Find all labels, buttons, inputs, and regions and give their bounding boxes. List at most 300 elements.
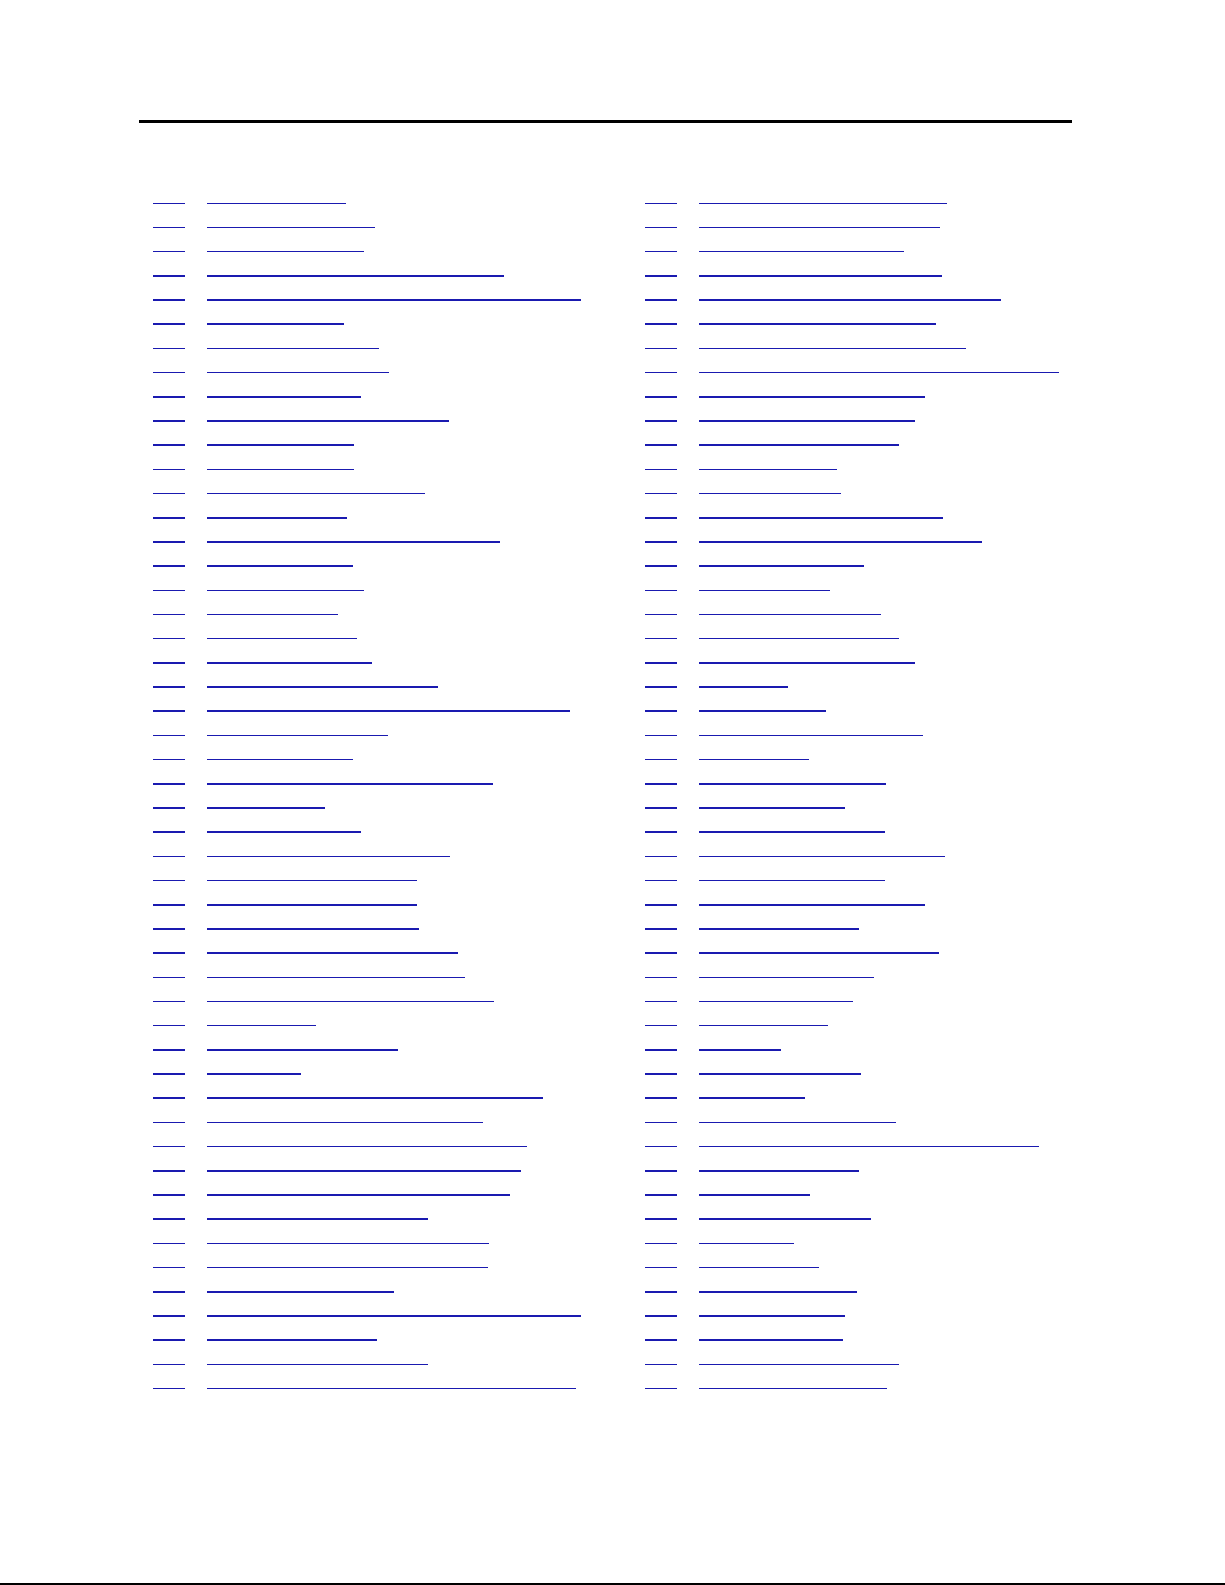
- entry-number-link[interactable]: [645, 856, 677, 858]
- entry-title-link[interactable]: [207, 710, 570, 712]
- entry-title-link[interactable]: [699, 735, 923, 737]
- entry-number-link[interactable]: [645, 1122, 677, 1124]
- index-entry: [645, 1334, 1105, 1358]
- entry-number-link[interactable]: [153, 759, 185, 761]
- entry-title-link[interactable]: [699, 686, 788, 688]
- index-entry: [153, 1044, 613, 1068]
- index-entry: [645, 391, 1105, 415]
- entry-number-link[interactable]: [153, 1073, 185, 1075]
- index-entry: [153, 1189, 613, 1213]
- entry-title-link[interactable]: [207, 275, 504, 277]
- entry-title-link[interactable]: [699, 1001, 853, 1003]
- index-entry: [153, 560, 613, 584]
- entry-title-link[interactable]: [699, 1364, 899, 1366]
- index-entry: [153, 342, 613, 366]
- index-entry: [645, 1068, 1105, 1092]
- index-entry: [645, 318, 1105, 342]
- index-entry: [645, 971, 1105, 995]
- index-entry: [645, 584, 1105, 608]
- entry-title-link[interactable]: [207, 1267, 488, 1269]
- entry-number-link[interactable]: [153, 735, 185, 737]
- entry-title-link[interactable]: [207, 783, 493, 785]
- entry-number-link[interactable]: [153, 493, 185, 495]
- entry-title-link[interactable]: [207, 662, 372, 664]
- index-entry: [645, 270, 1105, 294]
- entry-number-link[interactable]: [645, 1194, 677, 1196]
- index-entry: [153, 439, 613, 463]
- entry-number-link[interactable]: [153, 904, 185, 906]
- index-entry: [645, 1382, 1105, 1406]
- index-entry: [153, 705, 613, 729]
- entry-number-link[interactable]: [153, 275, 185, 277]
- entry-title-link[interactable]: [699, 323, 936, 325]
- entry-title-link[interactable]: [699, 904, 925, 906]
- entry-title-link[interactable]: [207, 1097, 543, 1099]
- entry-title-link[interactable]: [207, 686, 438, 688]
- entry-title-link[interactable]: [207, 348, 379, 350]
- entry-title-link[interactable]: [207, 1001, 494, 1003]
- index-entry: [153, 294, 613, 318]
- entry-title-link[interactable]: [207, 323, 344, 325]
- entry-title-link[interactable]: [207, 1194, 510, 1196]
- entry-title-link[interactable]: [207, 590, 364, 592]
- entry-title-link[interactable]: [699, 275, 942, 277]
- index-entry: [153, 1140, 613, 1164]
- index-entry: [645, 729, 1105, 753]
- entry-title-link[interactable]: [699, 372, 1059, 374]
- entry-title-link[interactable]: [699, 541, 982, 543]
- entry-title-link[interactable]: [699, 203, 947, 205]
- index-entry: [645, 632, 1105, 656]
- entry-title-link[interactable]: [699, 759, 809, 761]
- index-entry: [153, 608, 613, 632]
- entry-number-link[interactable]: [645, 396, 677, 398]
- index-entry: [645, 487, 1105, 511]
- entry-title-link[interactable]: [699, 856, 945, 858]
- index-entry: [153, 197, 613, 221]
- index-entry: [645, 511, 1105, 535]
- entry-title-link[interactable]: [207, 517, 347, 519]
- index-entry: [153, 584, 613, 608]
- entry-number-link[interactable]: [645, 759, 677, 761]
- entry-number-link[interactable]: [645, 372, 677, 374]
- entry-title-link[interactable]: [207, 1243, 489, 1245]
- entry-number-link[interactable]: [153, 977, 185, 979]
- index-entry: [153, 850, 613, 874]
- entry-number-link[interactable]: [153, 1243, 185, 1245]
- entry-number-link[interactable]: [153, 614, 185, 616]
- entry-title-link[interactable]: [699, 1049, 781, 1051]
- index-entry: [153, 898, 613, 922]
- index-entry: [153, 1165, 613, 1189]
- index-entry: [645, 657, 1105, 681]
- index-entry: [645, 898, 1105, 922]
- index-entry: [153, 753, 613, 777]
- index-entry: [645, 1237, 1105, 1261]
- index-entry: [153, 366, 613, 390]
- index-entry: [645, 560, 1105, 584]
- index-entry: [153, 415, 613, 439]
- entry-title-link[interactable]: [207, 831, 361, 833]
- entry-title-link[interactable]: [699, 1388, 887, 1390]
- index-entry: [645, 1165, 1105, 1189]
- entry-number-link[interactable]: [153, 1122, 185, 1124]
- entry-number-link[interactable]: [153, 662, 185, 664]
- entry-number-link[interactable]: [645, 517, 677, 519]
- entry-title-link[interactable]: [207, 904, 417, 906]
- entry-number-link[interactable]: [153, 1315, 185, 1317]
- index-entry: [645, 245, 1105, 269]
- index-entry: [645, 681, 1105, 705]
- entry-number-link[interactable]: [153, 710, 185, 712]
- index-entry: [645, 802, 1105, 826]
- entry-title-link[interactable]: [207, 541, 500, 543]
- entry-number-link[interactable]: [153, 1388, 185, 1390]
- entry-number-link[interactable]: [153, 1097, 185, 1099]
- entry-title-link[interactable]: [699, 1073, 861, 1075]
- entry-title-link[interactable]: [699, 1291, 857, 1293]
- entry-title-link[interactable]: [699, 807, 845, 809]
- entry-number-link[interactable]: [645, 1364, 677, 1366]
- entry-number-link[interactable]: [645, 493, 677, 495]
- entry-title-link[interactable]: [699, 1097, 805, 1099]
- entry-title-link[interactable]: [699, 1146, 1039, 1148]
- entry-number-link[interactable]: [645, 1073, 677, 1075]
- index-entry: [153, 463, 613, 487]
- entry-title-link[interactable]: [207, 1122, 483, 1124]
- entry-number-link[interactable]: [645, 686, 677, 688]
- entry-title-link[interactable]: [699, 977, 874, 979]
- entry-title-link[interactable]: [699, 662, 915, 664]
- index-entry: [645, 1019, 1105, 1043]
- index-entry: [153, 995, 613, 1019]
- entry-number-link[interactable]: [645, 1025, 677, 1027]
- entry-number-link[interactable]: [645, 1146, 677, 1148]
- entry-title-link[interactable]: [207, 880, 417, 882]
- index-entry: [153, 1334, 613, 1358]
- entry-title-link[interactable]: [699, 831, 885, 833]
- entry-title-link[interactable]: [699, 710, 826, 712]
- entry-number-link[interactable]: [645, 904, 677, 906]
- entry-title-link[interactable]: [699, 1218, 871, 1220]
- entry-number-link[interactable]: [153, 1049, 185, 1051]
- entry-title-link[interactable]: [699, 1025, 828, 1027]
- entry-number-link[interactable]: [153, 831, 185, 833]
- index-entry: [645, 705, 1105, 729]
- index-entry: [153, 826, 613, 850]
- entry-number-link[interactable]: [645, 444, 677, 446]
- entry-number-link[interactable]: [645, 541, 677, 543]
- index-entry: [153, 1237, 613, 1261]
- index-entry: [153, 1285, 613, 1309]
- index-entry: [645, 1092, 1105, 1116]
- entry-title-link[interactable]: [207, 1073, 301, 1075]
- index-entry: [645, 1189, 1105, 1213]
- index-entry: [645, 947, 1105, 971]
- index-entry: [153, 1358, 613, 1382]
- index-entry: [645, 415, 1105, 439]
- entry-number-link[interactable]: [153, 372, 185, 374]
- entry-number-link[interactable]: [645, 1339, 677, 1341]
- index-entry: [153, 778, 613, 802]
- entry-title-link[interactable]: [699, 1170, 859, 1172]
- entry-number-link[interactable]: [645, 977, 677, 979]
- entry-number-link[interactable]: [645, 952, 677, 954]
- entry-title-link[interactable]: [207, 1364, 428, 1366]
- entry-number-link[interactable]: [645, 783, 677, 785]
- entry-title-link[interactable]: [207, 372, 389, 374]
- entry-number-link[interactable]: [645, 1267, 677, 1269]
- entry-title-link[interactable]: [207, 807, 325, 809]
- entry-number-link[interactable]: [153, 783, 185, 785]
- entry-number-link[interactable]: [153, 420, 185, 422]
- index-entry: [645, 1358, 1105, 1382]
- index-entry: [153, 1092, 613, 1116]
- index-entry: [153, 971, 613, 995]
- index-entry: [645, 1213, 1105, 1237]
- entry-title-link[interactable]: [207, 1170, 521, 1172]
- entry-number-link[interactable]: [153, 203, 185, 205]
- index-entry: [645, 366, 1105, 390]
- entry-number-link[interactable]: [153, 323, 185, 325]
- index-entry: [153, 632, 613, 656]
- entry-number-link[interactable]: [645, 420, 677, 422]
- entry-number-link[interactable]: [645, 590, 677, 592]
- entry-number-link[interactable]: [153, 1339, 185, 1341]
- entry-title-link[interactable]: [207, 735, 388, 737]
- header-rule: [139, 120, 1072, 123]
- index-entry: [645, 1310, 1105, 1334]
- entry-title-link[interactable]: [699, 880, 885, 882]
- entry-number-link[interactable]: [645, 1097, 677, 1099]
- entry-title-link[interactable]: [207, 1218, 428, 1220]
- entry-title-link[interactable]: [699, 565, 864, 567]
- index-entry: [645, 850, 1105, 874]
- entry-title-link[interactable]: [207, 977, 465, 979]
- index-entry: [153, 270, 613, 294]
- index-entry: [153, 1068, 613, 1092]
- entry-number-link[interactable]: [153, 1146, 185, 1148]
- entry-title-link[interactable]: [207, 251, 364, 253]
- entry-title-link[interactable]: [207, 1339, 377, 1341]
- entry-number-link[interactable]: [153, 299, 185, 301]
- entry-number-link[interactable]: [645, 227, 677, 229]
- entry-title-link[interactable]: [699, 1339, 843, 1341]
- entry-title-link[interactable]: [207, 299, 581, 301]
- entry-title-link[interactable]: [207, 1315, 581, 1317]
- index-entry: [153, 1019, 613, 1043]
- entry-number-link[interactable]: [645, 251, 677, 253]
- entry-number-link[interactable]: [645, 565, 677, 567]
- entry-title-link[interactable]: [207, 1388, 576, 1390]
- entry-title-link[interactable]: [207, 856, 450, 858]
- entry-title-link[interactable]: [699, 783, 886, 785]
- entry-number-link[interactable]: [645, 735, 677, 737]
- entry-title-link[interactable]: [207, 227, 375, 229]
- entry-number-link[interactable]: [153, 1194, 185, 1196]
- index-entry: [153, 536, 613, 560]
- entry-title-link[interactable]: [699, 227, 940, 229]
- entry-number-link[interactable]: [645, 1291, 677, 1293]
- entry-number-link[interactable]: [153, 348, 185, 350]
- entry-title-link[interactable]: [207, 952, 458, 954]
- index-entry: [153, 1116, 613, 1140]
- index-entry: [153, 1261, 613, 1285]
- entry-number-link[interactable]: [153, 1364, 185, 1366]
- entry-title-link[interactable]: [207, 638, 357, 640]
- entry-number-link[interactable]: [153, 396, 185, 398]
- index-entry: [645, 294, 1105, 318]
- entry-number-link[interactable]: [645, 807, 677, 809]
- entry-number-link[interactable]: [645, 831, 677, 833]
- index-column-right: [645, 197, 1105, 1406]
- entry-title-link[interactable]: [699, 590, 830, 592]
- index-entry: [153, 802, 613, 826]
- index-entry: [645, 342, 1105, 366]
- entry-title-link[interactable]: [699, 928, 859, 930]
- entry-title-link[interactable]: [207, 928, 419, 930]
- entry-number-link[interactable]: [153, 1291, 185, 1293]
- entry-number-link[interactable]: [645, 638, 677, 640]
- index-entry: [645, 536, 1105, 560]
- entry-title-link[interactable]: [699, 396, 925, 398]
- entry-title-link[interactable]: [207, 493, 425, 495]
- entry-number-link[interactable]: [645, 275, 677, 277]
- index-entry: [153, 318, 613, 342]
- entry-title-link[interactable]: [207, 396, 361, 398]
- entry-number-link[interactable]: [153, 1170, 185, 1172]
- entry-number-link[interactable]: [645, 614, 677, 616]
- index-entry: [645, 197, 1105, 221]
- index-entry: [153, 681, 613, 705]
- entry-number-link[interactable]: [645, 710, 677, 712]
- entry-number-link[interactable]: [153, 565, 185, 567]
- entry-title-link[interactable]: [699, 1194, 810, 1196]
- entry-title-link[interactable]: [699, 469, 837, 471]
- entry-number-link[interactable]: [645, 1218, 677, 1220]
- entry-number-link[interactable]: [153, 590, 185, 592]
- entry-title-link[interactable]: [207, 1291, 394, 1293]
- index-entry: [645, 608, 1105, 632]
- entry-number-link[interactable]: [153, 444, 185, 446]
- index-entry: [153, 1310, 613, 1334]
- index-entry: [645, 1285, 1105, 1309]
- index-entry: [645, 439, 1105, 463]
- index-entry: [153, 391, 613, 415]
- entry-title-link[interactable]: [699, 952, 939, 954]
- index-entry: [645, 826, 1105, 850]
- index-entry: [153, 1382, 613, 1406]
- index-entry: [645, 874, 1105, 898]
- index-entry: [153, 1213, 613, 1237]
- entry-number-link[interactable]: [153, 1267, 185, 1269]
- entry-title-link[interactable]: [699, 517, 943, 519]
- entry-title-link[interactable]: [207, 469, 354, 471]
- index-entry: [153, 874, 613, 898]
- entry-title-link[interactable]: [699, 251, 904, 253]
- entry-title-link[interactable]: [207, 1025, 316, 1027]
- entry-number-link[interactable]: [153, 856, 185, 858]
- entry-number-link[interactable]: [153, 1218, 185, 1220]
- entry-title-link[interactable]: [699, 1315, 845, 1317]
- entry-number-link[interactable]: [153, 928, 185, 930]
- entry-number-link[interactable]: [153, 227, 185, 229]
- entry-title-link[interactable]: [207, 1049, 398, 1051]
- entry-number-link[interactable]: [153, 807, 185, 809]
- entry-number-link[interactable]: [645, 662, 677, 664]
- entry-number-link[interactable]: [153, 952, 185, 954]
- index-entry: [645, 1116, 1105, 1140]
- entry-title-link[interactable]: [699, 1122, 896, 1124]
- entry-title-link[interactable]: [699, 444, 899, 446]
- entry-title-link[interactable]: [699, 420, 915, 422]
- entry-number-link[interactable]: [153, 880, 185, 882]
- index-entry: [645, 221, 1105, 245]
- entry-number-link[interactable]: [153, 638, 185, 640]
- entry-number-link[interactable]: [645, 299, 677, 301]
- entry-title-link[interactable]: [699, 1243, 794, 1245]
- entry-title-link[interactable]: [207, 420, 449, 422]
- entry-title-link[interactable]: [207, 565, 353, 567]
- entry-title-link[interactable]: [207, 444, 354, 446]
- entry-number-link[interactable]: [645, 348, 677, 350]
- entry-title-link[interactable]: [207, 759, 353, 761]
- entry-title-link[interactable]: [699, 493, 841, 495]
- index-entry: [153, 657, 613, 681]
- entry-number-link[interactable]: [645, 1388, 677, 1390]
- index-entry: [153, 245, 613, 269]
- index-entry: [645, 923, 1105, 947]
- entry-number-link[interactable]: [645, 928, 677, 930]
- entry-number-link[interactable]: [153, 469, 185, 471]
- entry-number-link[interactable]: [153, 517, 185, 519]
- entry-number-link[interactable]: [645, 1001, 677, 1003]
- index-entry: [645, 463, 1105, 487]
- entry-title-link[interactable]: [699, 638, 899, 640]
- entry-title-link[interactable]: [699, 299, 1001, 301]
- entry-title-link[interactable]: [207, 203, 346, 205]
- entry-title-link[interactable]: [699, 614, 881, 616]
- entry-title-link[interactable]: [699, 348, 966, 350]
- entry-number-link[interactable]: [645, 323, 677, 325]
- index-entry: [153, 729, 613, 753]
- index-entry: [153, 947, 613, 971]
- entry-title-link[interactable]: [207, 614, 338, 616]
- entry-number-link[interactable]: [645, 1243, 677, 1245]
- entry-number-link[interactable]: [645, 1170, 677, 1172]
- entry-number-link[interactable]: [645, 880, 677, 882]
- entry-number-link[interactable]: [153, 251, 185, 253]
- index-entry: [153, 221, 613, 245]
- entry-title-link[interactable]: [699, 1267, 819, 1269]
- entry-number-link[interactable]: [153, 1001, 185, 1003]
- entry-number-link[interactable]: [153, 541, 185, 543]
- index-entry: [645, 1261, 1105, 1285]
- entry-number-link[interactable]: [645, 1315, 677, 1317]
- entry-number-link[interactable]: [645, 469, 677, 471]
- entry-number-link[interactable]: [153, 1025, 185, 1027]
- index-entry: [645, 778, 1105, 802]
- entry-number-link[interactable]: [645, 1049, 677, 1051]
- index-entry: [645, 995, 1105, 1019]
- entry-number-link[interactable]: [645, 203, 677, 205]
- index-entry: [645, 1140, 1105, 1164]
- index-column-left: [153, 197, 613, 1406]
- entry-number-link[interactable]: [153, 686, 185, 688]
- entry-title-link[interactable]: [207, 1146, 527, 1148]
- index-entry: [153, 487, 613, 511]
- index-entry: [153, 511, 613, 535]
